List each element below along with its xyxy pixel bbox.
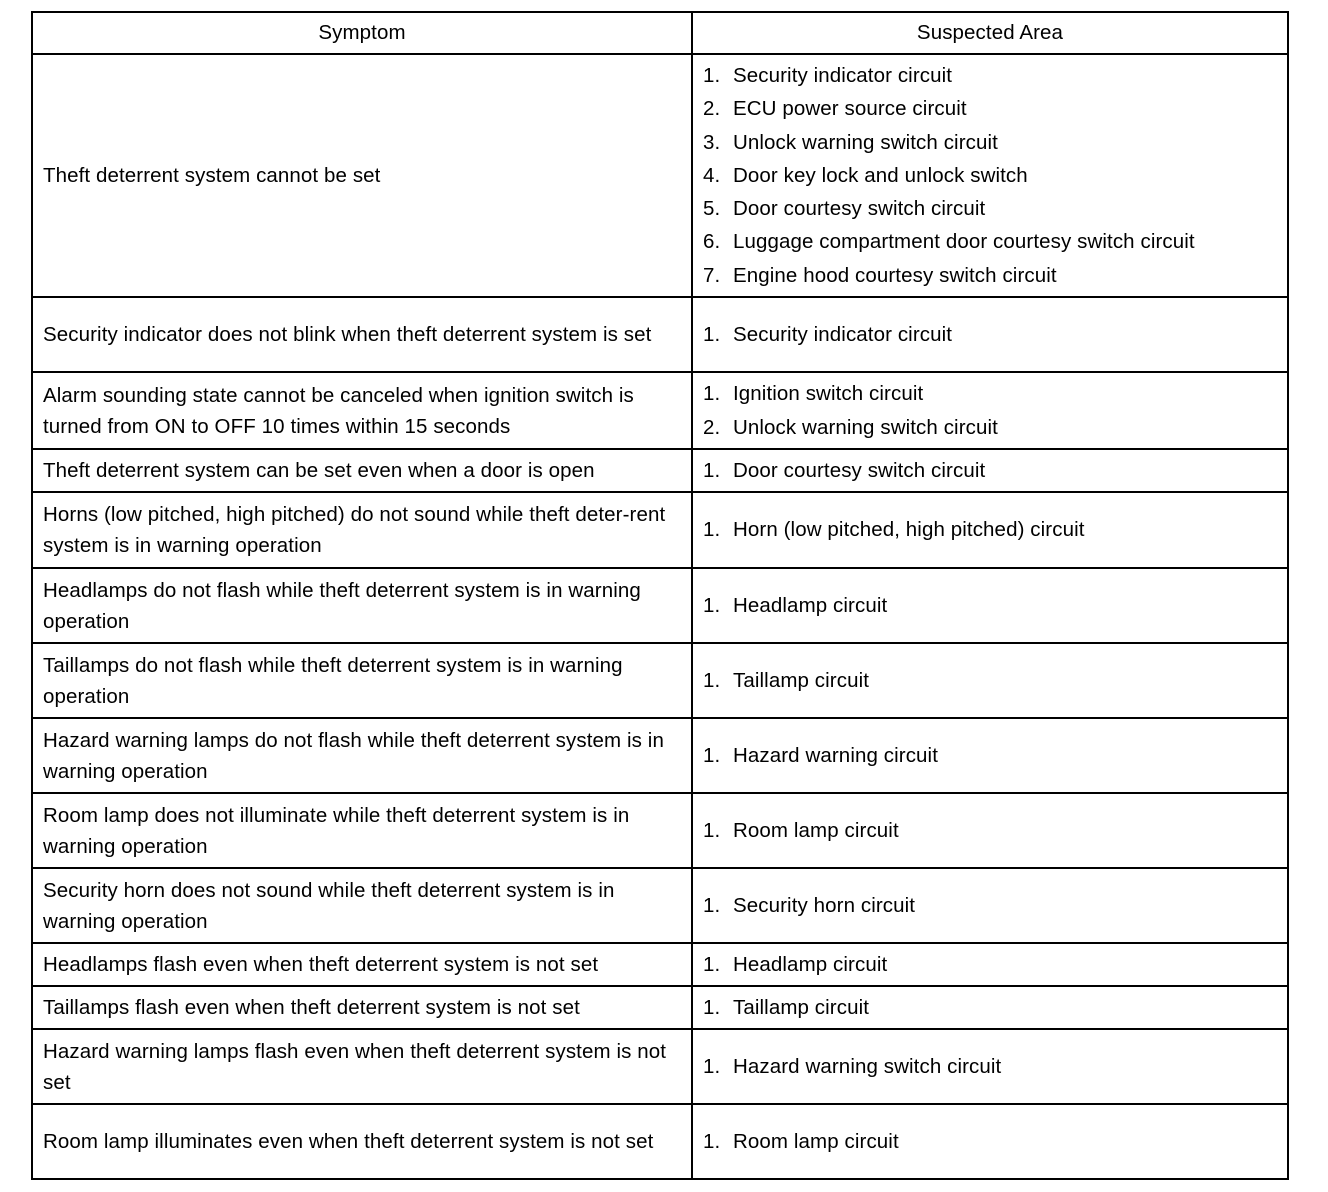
- table-row: [32, 868, 1288, 943]
- item-number: 6.: [703, 230, 721, 254]
- table-row: [32, 372, 1288, 449]
- suspected-area-item: [703, 513, 1277, 546]
- suspected-area-item: [703, 739, 1277, 772]
- item-number: 1.: [703, 1054, 721, 1078]
- suspected-area-item: [703, 225, 1277, 258]
- symptom-cell: Headlamps do not flash while theft deterrent system is in warning operation: [32, 568, 692, 643]
- symptom-cell: Security horn does not sound while theft deterrent system is in warning operation: [32, 868, 692, 943]
- item-number: 1.: [703, 322, 721, 346]
- suspected-area-cell: [692, 568, 1288, 643]
- symptom-table: [31, 11, 1289, 1180]
- suspected-area-item: [703, 889, 1277, 922]
- suspected-area-list: [703, 1125, 1277, 1158]
- suspected-area-item: [703, 259, 1277, 292]
- symptom-cell: Horns (low pitched, high pitched) do not sound while theft deter-rent system is in warning operation: [32, 492, 692, 568]
- item-text: Horn (low pitched, high pitched) circuit: [733, 518, 1085, 542]
- item-text: Room lamp circuit: [733, 818, 899, 842]
- item-number: 1.: [703, 64, 721, 88]
- symptom-cell: Room lamp does not illuminate while theft deterrent system is in warning operation: [32, 793, 692, 868]
- suspected-area-cell: [692, 54, 1288, 297]
- item-text: Headlamp circuit: [733, 593, 888, 617]
- item-number: 1.: [703, 1129, 721, 1153]
- item-text: Headlamp circuit: [733, 952, 888, 976]
- suspected-area-list: [703, 889, 1277, 922]
- symptom-cell: Security indicator does not blink when theft deterrent system is set: [32, 297, 692, 372]
- table-header-row: [32, 12, 1288, 54]
- suspected-area-cell: [692, 1029, 1288, 1104]
- table-row: [32, 1029, 1288, 1104]
- suspected-area-item: [703, 318, 1277, 351]
- suspected-area-cell: [692, 1104, 1288, 1179]
- suspected-area-item: [703, 159, 1277, 192]
- table-row: [32, 449, 1288, 492]
- item-number: 5.: [703, 197, 721, 221]
- item-number: 1.: [703, 382, 721, 406]
- table-row: [32, 297, 1288, 372]
- symptom-cell: Theft deterrent system can be set even when a door is open: [32, 449, 692, 492]
- table-body: [32, 54, 1288, 1179]
- suspected-area-item: [703, 92, 1277, 125]
- suspected-area-item: [703, 589, 1277, 622]
- suspected-area-cell: [692, 986, 1288, 1029]
- item-text: Door courtesy switch circuit: [733, 197, 986, 221]
- symptom-cell: Hazard warning lamps flash even when theft deterrent system is not set: [32, 1029, 692, 1104]
- suspected-area-item: [703, 411, 1277, 444]
- item-number: 7.: [703, 263, 721, 287]
- table-row: [32, 943, 1288, 986]
- suspected-area-item: [703, 1050, 1277, 1083]
- item-text: ECU power source circuit: [733, 97, 967, 121]
- item-number: 1.: [703, 458, 721, 482]
- suspected-area-list: [703, 589, 1277, 622]
- suspected-area-cell: [692, 943, 1288, 986]
- suspected-area-cell: [692, 868, 1288, 943]
- table-row: [32, 793, 1288, 868]
- suspected-area-cell: [692, 449, 1288, 492]
- suspected-area-list: [703, 454, 1277, 487]
- table-row: [32, 492, 1288, 568]
- table-row: [32, 643, 1288, 718]
- suspected-area-cell: [692, 372, 1288, 449]
- item-number: 1.: [703, 743, 721, 767]
- table-row: [32, 718, 1288, 793]
- suspected-area-item: [703, 948, 1277, 981]
- item-text: Hazard warning circuit: [733, 743, 938, 767]
- item-text: Luggage compartment door courtesy switch circuit: [733, 230, 1195, 254]
- item-text: Ignition switch circuit: [733, 382, 924, 406]
- suspected-area-list: [703, 991, 1277, 1024]
- item-number: 1.: [703, 518, 721, 542]
- header-suspected-area: Suspected Area: [692, 12, 1288, 54]
- item-number: 1.: [703, 818, 721, 842]
- suspected-area-cell: [692, 297, 1288, 372]
- item-number: 4.: [703, 163, 721, 187]
- suspected-area-cell: [692, 492, 1288, 568]
- item-text: Unlock warning switch circuit: [733, 130, 998, 154]
- item-text: Room lamp circuit: [733, 1129, 899, 1153]
- item-text: Taillamp circuit: [733, 668, 870, 692]
- item-number: 1.: [703, 952, 721, 976]
- suspected-area-item: [703, 991, 1277, 1024]
- item-number: 1.: [703, 995, 721, 1019]
- item-number: 1.: [703, 893, 721, 917]
- symptom-cell: Alarm sounding state cannot be canceled when ignition switch is turned from ON to OFF 10 times within 15 seconds: [32, 372, 692, 449]
- item-number: 1.: [703, 668, 721, 692]
- item-text: Unlock warning switch circuit: [733, 415, 998, 439]
- item-text: Hazard warning switch circuit: [733, 1054, 1002, 1078]
- item-number: 1.: [703, 593, 721, 617]
- header-symptom: Symptom: [32, 12, 692, 54]
- suspected-area-list: [703, 513, 1277, 546]
- suspected-area-list: [703, 739, 1277, 772]
- suspected-area-list: [703, 948, 1277, 981]
- suspected-area-item: [703, 126, 1277, 159]
- item-text: Security indicator circuit: [733, 322, 953, 346]
- symptom-cell: Room lamp illuminates even when theft deterrent system is not set: [32, 1104, 692, 1179]
- suspected-area-item: [703, 814, 1277, 847]
- table-row: [32, 54, 1288, 297]
- suspected-area-list: [703, 59, 1277, 291]
- table-row: [32, 986, 1288, 1029]
- suspected-area-item: [703, 454, 1277, 487]
- suspected-area-item: [703, 192, 1277, 225]
- suspected-area-list: [703, 664, 1277, 697]
- suspected-area-cell: [692, 718, 1288, 793]
- suspected-area-list: [703, 1050, 1277, 1083]
- suspected-area-cell: [692, 643, 1288, 718]
- table-row: [32, 1104, 1288, 1179]
- symptom-cell: Theft deterrent system cannot be set: [32, 54, 692, 297]
- suspected-area-item: [703, 1125, 1277, 1158]
- symptom-cell: Hazard warning lamps do not flash while theft deterrent system is in warning operation: [32, 718, 692, 793]
- suspected-area-item: [703, 59, 1277, 92]
- item-number: 3.: [703, 130, 721, 154]
- item-number: 2.: [703, 415, 721, 439]
- suspected-area-list: [703, 377, 1277, 443]
- symptom-cell: Taillamps flash even when theft deterrent system is not set: [32, 986, 692, 1029]
- symptom-cell: Taillamps do not flash while theft deterrent system is in warning operation: [32, 643, 692, 718]
- item-text: Door key lock and unlock switch: [733, 163, 1028, 187]
- item-text: Security indicator circuit: [733, 64, 953, 88]
- suspected-area-list: [703, 814, 1277, 847]
- suspected-area-item: [703, 664, 1277, 697]
- item-text: Engine hood courtesy switch circuit: [733, 263, 1057, 287]
- symptom-cell: Headlamps flash even when theft deterrent system is not set: [32, 943, 692, 986]
- suspected-area-item: [703, 377, 1277, 410]
- item-text: Taillamp circuit: [733, 995, 870, 1019]
- item-text: Door courtesy switch circuit: [733, 458, 986, 482]
- suspected-area-cell: [692, 793, 1288, 868]
- table-row: [32, 568, 1288, 643]
- item-number: 2.: [703, 97, 721, 121]
- item-text: Security horn circuit: [733, 893, 916, 917]
- suspected-area-list: [703, 318, 1277, 351]
